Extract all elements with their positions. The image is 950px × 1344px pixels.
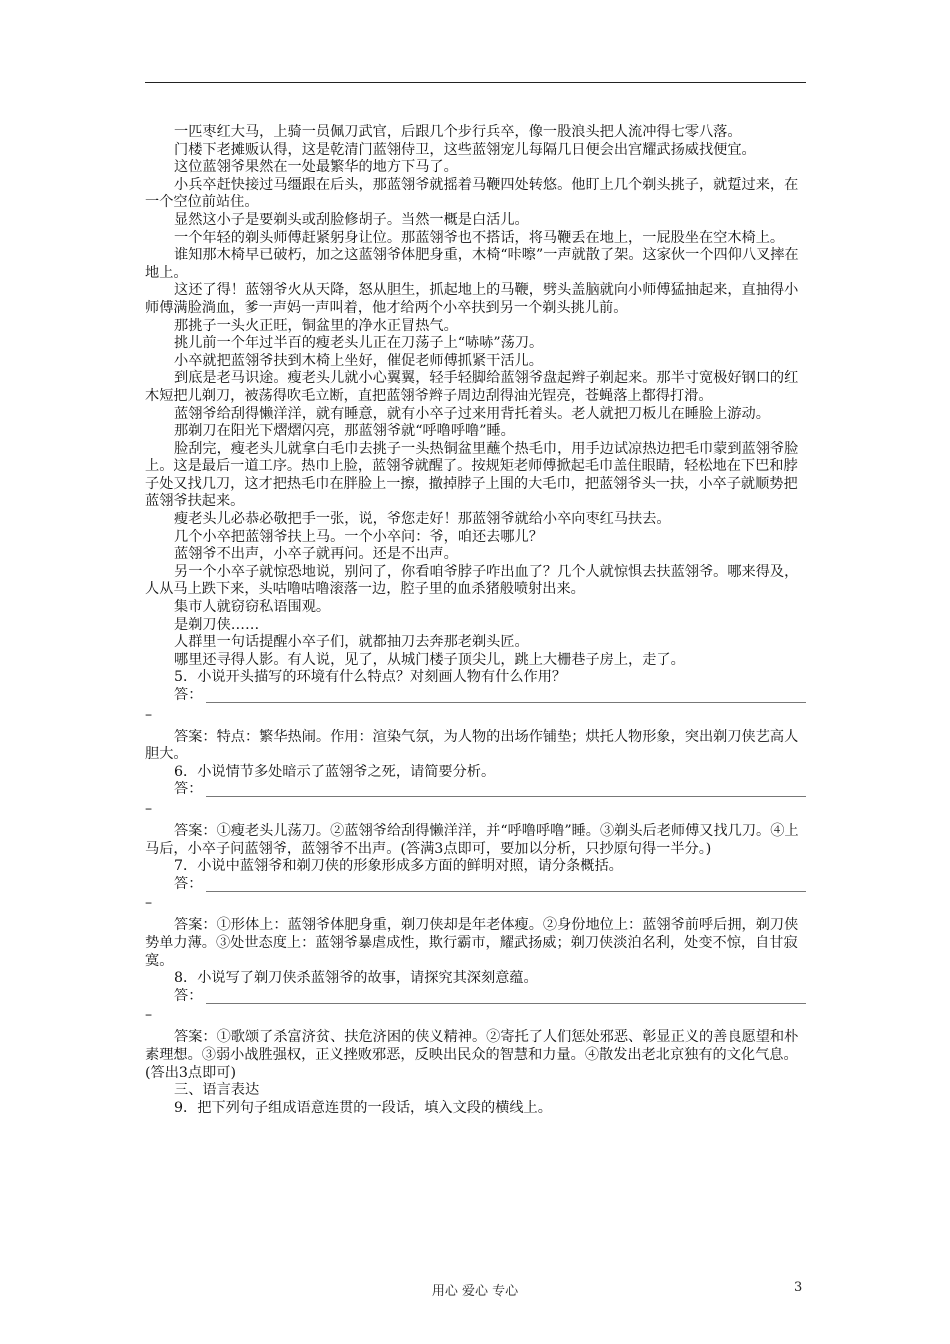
- answer-text: 答案：①瘦老头儿荡刀。②蓝翎爷给刮得懒洋洋，并“呼噜呼噜”睡。③剃头后老师傅又找几刀。④上马后，小卒子问蓝翎爷，蓝翎爷不出声。(答满3点即可，要加以分析，只抄原句得一半分。): [145, 822, 799, 857]
- story-paragraph: 蓝翎爷给刮得懒洋洋，就有睡意，就有小卒子过来用背托着头。老人就把刀板儿在睡脸上游动。: [174, 405, 770, 422]
- section-heading: 三、语言表达: [174, 1082, 260, 1099]
- story-paragraph: 脸刮完，瘦老头儿就拿白毛巾去挑子一头热铜盆里蘸个热毛巾，用手边试凉热边把毛巾蒙到蓝翎爷脸上。这是最后一道工序。热巾上脸，蓝翎爷就醒了。按规矩老师傅掀起毛巾盖住眼睛，轻松地在下巴和脖子处又找几刀，这才把热毛巾在胖脸上一擦，撤掉脖子上围的大毛巾，把蓝翎爷头一扶，小卒子就顺势把蓝翎爷扶起来。: [145, 440, 799, 510]
- answer-line[interactable]: [145, 988, 806, 1006]
- story-paragraph: 集市人就窃窃私语围观。: [174, 599, 331, 616]
- story-paragraph: 到底是老马识途。瘦老头儿就小心翼翼，轻手轻脚给蓝翎爷盘起辫子剃起来。那半寸宽极好钢口的红木短把儿剃刀，被荡得吹毛立断，直把蓝翎爷辫子周边刮得油光锃亮，苍蝇落上都得打滑。: [145, 370, 799, 404]
- question-text: 6．小说情节多处暗示了蓝翎爷之死，请简要分析。: [174, 763, 496, 780]
- story-paragraph: 小兵卒赶快接过马缰跟在后头，那蓝翎爷就摇着马鞭四处转悠。他盯上几个剃头挑子，就踅过来，在一个空位前站住。: [145, 176, 799, 211]
- answer-blank: [206, 796, 806, 797]
- story-paragraph: 是剃刀侠……: [174, 616, 260, 633]
- story-paragraph: 哪里还寻得人影。有人说，见了，从城门楼子顶尖儿，跳上大栅巷子房上，走了。: [174, 651, 685, 668]
- story-paragraph: 几个小卒把蓝翎爷扶上马。一个小卒问：爷，咱还去哪儿？: [174, 528, 543, 545]
- story-paragraph: 这位蓝翎爷果然在一处最繁华的地方下马了。: [174, 159, 458, 176]
- story-paragraph: 小卒就把蓝翎爷扶到木椅上坐好，催促老师傅抓紧干活儿。: [174, 352, 543, 369]
- story-paragraph: 挑儿前一个年过半百的瘦老头儿正在刀荡子上“哧哧”荡刀。: [174, 335, 544, 352]
- answer-text: 答案：①歌颂了杀富济贫、扶危济困的侠义精神。②寄托了人们惩处邪恶、彰显正义的善良愿望和朴素理想。③弱小战胜强权，正义挫败邪恶，反映出民众的智慧和力量。④散发出老北京独有的文化气息。(答出3点即可): [145, 1029, 799, 1081]
- continuation-mark: [145, 1005, 806, 1029]
- story-paragraph: 这还了得！蓝翎爷火从天降，怒从胆生，抓起地上的马鞭，劈头盖脑就向小师傅猛抽起来，直抽得小师傅满脸淌血，爹一声妈一声叫着，他才给两个小卒扶到另一个剃头挑儿前。: [145, 282, 799, 316]
- continuation-mark: [145, 893, 806, 917]
- question-text: 8．小说写了剃刀侠杀蓝翎爷的故事，请探究其深刻意蕴。: [174, 970, 538, 987]
- dash-mark: –: [145, 1007, 153, 1024]
- story-paragraph: 另一个小卒子就惊恐地说，别问了，你看咱爷脖子咋出血了？几个人就惊惧去扶蓝翎爷。哪来得及，人从马上跌下来，头咕噜咕噜滚落一边，腔子里的血杀猪般喷射出来。: [145, 563, 799, 598]
- story-paragraph: 门楼下老摊贩认得，这是乾清门蓝翎侍卫，这些蓝翎宠儿每隔几日便会出宫耀武扬威找便宜。: [174, 141, 756, 158]
- story-paragraph: 那剃刀在阳光下熠熠闪亮，那蓝翎爷就“呼噜呼噜”睡。: [174, 423, 515, 440]
- page-number: 3: [794, 1280, 803, 1295]
- continuation-mark: [145, 799, 806, 823]
- answer-line[interactable]: [145, 781, 806, 799]
- story-paragraph: 一个年轻的剃头师傅赶紧躬身让位。那蓝翎爷也不搭话，将马鞭丢在地上，一屁股坐在空木椅上。: [174, 229, 785, 246]
- answer-label: 答：: [174, 987, 203, 1004]
- dash-mark: –: [145, 895, 153, 912]
- questions-section: [145, 669, 806, 1082]
- answer-blank: [206, 891, 806, 892]
- answer-text: 答案：特点：繁华热闹。作用：渲染气氛，为人物的出场作铺垫；烘托人物形象，突出剃刀侠艺高人胆大。: [145, 728, 799, 763]
- page-footer: 用心 爱心 专心: [431, 1284, 519, 1299]
- story-paragraph: 人群里一句话提醒小卒子们，就都抽刀去奔那老剃头匠。: [174, 634, 529, 651]
- story-text: [145, 124, 806, 669]
- story-paragraph: 谁知那木椅早已破朽，加之这蓝翎爷体肥身重，木椅“咔嚓”一声就散了架。这家伙一个四仰八叉摔在地上。: [145, 247, 799, 281]
- story-paragraph: 一匹枣红大马，上骑一员佩刀武官，后跟几个步行兵卒，像一股浪头把人流冲得七零八落。: [174, 124, 742, 140]
- dash-mark: –: [145, 800, 153, 817]
- story-paragraph: 显然这小子是要剃头或刮脸修胡子。当然一概是白活儿。: [174, 211, 529, 228]
- answer-blank: [206, 1003, 806, 1004]
- answer-text: 答案：①形体上：蓝翎爷体肥身重，剃刀侠却是年老体瘦。②身份地位上：蓝翎爷前呼后拥，剃刀侠势单力薄。③处世态度上：蓝翎爷暴虐成性，欺行霸市，耀武扬威；剃刀侠淡泊名利，处变不惊，自甘寂寞。: [145, 917, 799, 969]
- story-paragraph: 瘦老头儿必恭必敬把手一张，说，爷您走好！那蓝翎爷就给小卒向枣红马扶去。: [174, 511, 671, 528]
- answer-line[interactable]: [145, 876, 806, 894]
- answer-blank: [206, 702, 806, 703]
- story-paragraph: 那挑子一头火正旺，铜盆里的净水正冒热气。: [174, 317, 458, 334]
- page-content: [145, 124, 806, 1117]
- answer-label: 答：: [174, 875, 203, 892]
- question-9: 9．把下列句子组成语意连贯的一段话，填入文段的横线上。: [174, 1099, 552, 1116]
- question-text: 7．小说中蓝翎爷和剃刀侠的形象形成多方面的鲜明对照，请分条概括。: [174, 858, 623, 875]
- story-paragraph: 蓝翎爷不出声，小卒子就再问。还是不出声。: [174, 546, 458, 563]
- answer-line[interactable]: [145, 687, 806, 705]
- header-rule: [145, 82, 806, 83]
- continuation-mark: [145, 705, 806, 729]
- answer-label: 答：: [174, 781, 203, 798]
- dash-mark: –: [145, 706, 153, 723]
- question-text: 5．小说开头描写的环境有什么特点？对刻画人物有什么作用？: [174, 669, 567, 686]
- answer-label: 答：: [174, 687, 203, 703]
